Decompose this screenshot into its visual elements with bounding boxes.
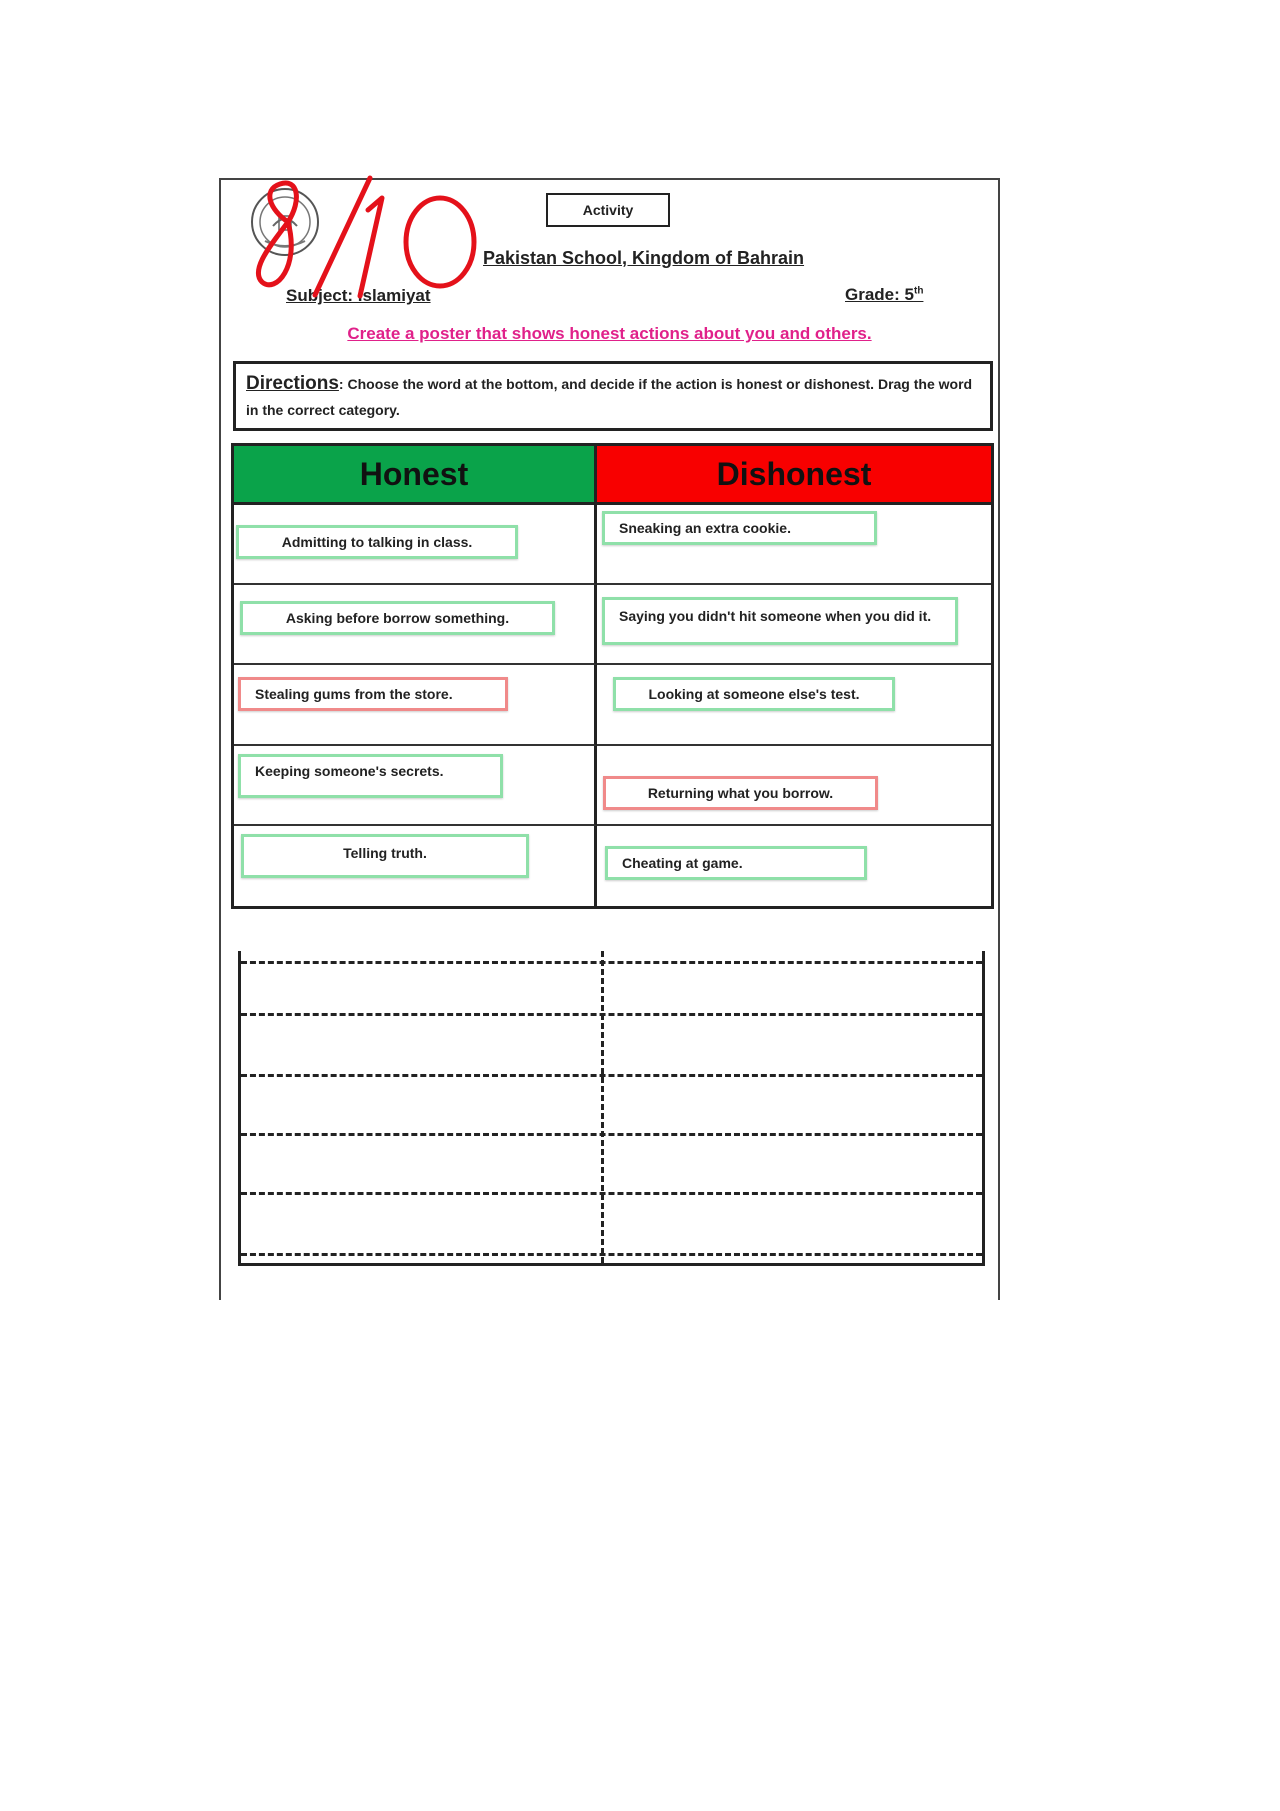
dashed-row-line [241,1013,982,1016]
honest-cell [234,585,597,665]
grade-text: Grade: 5 [845,285,914,304]
honest-item-chip[interactable]: Asking before borrow something. [240,601,555,635]
directions-box [233,361,993,431]
poster-instruction: Create a poster that shows honest actions about you and others. [347,324,872,343]
honest-cell [234,665,597,745]
sorting-table [231,443,994,909]
dishonest-cell [597,505,991,585]
subject-label: Subject: Islamiyat [286,286,431,305]
honest-item-chip[interactable]: Telling truth. [241,834,529,878]
dishonest-item-chip[interactable]: Returning what you borrow. [603,776,878,810]
grade-label [845,285,923,305]
honest-item-chip[interactable]: Admitting to talking in class. [236,525,518,559]
honest-item-chip[interactable]: Stealing gums from the store. [238,677,508,711]
dishonest-item-chip[interactable]: Cheating at game. [605,846,867,880]
activity-label: Activity [546,193,670,227]
honest-item-chip[interactable]: Keeping someone's secrets. [238,754,503,798]
dishonest-item-chip[interactable]: Looking at someone else's test. [613,677,895,711]
dashed-row-line [241,1133,982,1136]
dashed-column-divider [601,951,604,1263]
dashed-row-line [241,1253,982,1256]
dashed-row-line [241,1192,982,1195]
honest-cell [234,826,597,906]
directions-label: Directions [246,373,339,394]
dishonest-cell [597,826,991,906]
honest-cell [234,746,597,826]
school-name: Pakistan School, Kingdom of Bahrain [483,248,805,268]
dishonest-cell [597,585,991,665]
dishonest-column-header: Dishonest [597,446,991,505]
handwritten-score [240,170,500,300]
directions-text: : Choose the word at the bottom, and decide if the action is honest or dishonest. Drag the word in the correct category. [246,376,973,418]
dishonest-item-chip[interactable]: Saying you didn't hit someone when you did it. [602,597,958,645]
dishonest-item-chip[interactable]: Sneaking an extra cookie. [602,511,877,545]
dishonest-cell [597,665,991,745]
grade-suffix: th [913,285,924,297]
honest-column-header: Honest [234,446,597,505]
answer-grid [238,951,985,1266]
dishonest-cell [597,746,991,826]
dashed-row-line [241,1074,982,1077]
honest-cell [234,505,597,585]
dashed-row-line [241,961,982,964]
